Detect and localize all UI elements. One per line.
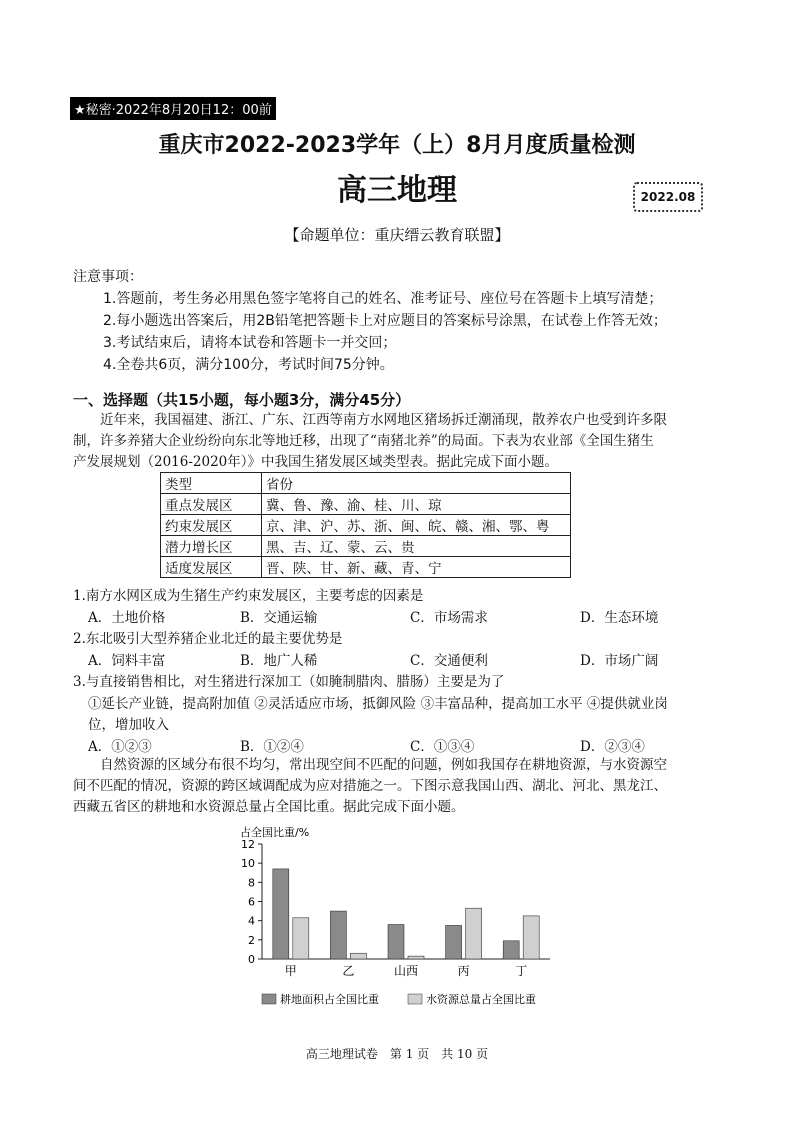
question-2-stem: 2.东北吸引大型养猪企业北迁的最主要优势是 (73, 631, 343, 647)
bar (523, 916, 539, 959)
passage-1 (73, 410, 733, 473)
bar (273, 869, 289, 959)
y-tick-label: 0 (248, 953, 255, 966)
y-tick-label: 10 (241, 857, 255, 871)
bar (446, 925, 462, 959)
option-b[interactable]: B．地广人稀 (240, 653, 318, 669)
table-cell: 晋、陕、甘、新、藏、青、宁 (262, 557, 571, 578)
table-row (161, 494, 571, 515)
passage-line: 产发展规划（2016-2020年）》中我国生猪发展区域类型表。据此完成下面小题。 (73, 454, 559, 470)
y-tick-label: 8 (248, 876, 255, 890)
bar (330, 911, 346, 959)
table-header-cell: 省份 (262, 473, 571, 494)
y-tick-label: 2 (248, 933, 255, 947)
x-tick-label: 甲 (284, 964, 297, 978)
table-row (161, 536, 571, 557)
option-b[interactable]: B．交通运输 (240, 610, 318, 626)
legend-swatch-water (408, 994, 422, 1004)
y-tick-label: 12 (241, 838, 255, 851)
option-b[interactable]: B．①②④ (240, 739, 304, 755)
table-cell: 黑、吉、辽、蒙、云、贵 (262, 536, 571, 557)
table-header-cell: 类型 (161, 473, 262, 494)
notice-item: 4.全卷共6页，满分100分，考试时间75分钟。 (103, 357, 394, 373)
question-3-stem: 3.与直接销售相比，对生猪进行深加工（如腌制腊肉、腊肠）主要是为了 (73, 674, 505, 690)
bar (503, 941, 519, 959)
x-tick-label: 山西 (393, 964, 419, 978)
legend-label-water: 水资源总量占全国比重 (426, 993, 536, 1006)
table-cell: 冀、鲁、豫、渝、桂、川、琼 (262, 494, 571, 515)
y-tick-label: 6 (248, 895, 255, 909)
bar (388, 925, 404, 960)
option-d[interactable]: D．②③④ (580, 739, 645, 755)
option-c[interactable]: C．①③④ (410, 739, 475, 755)
legend-label-cropland: 耕地面积占全国比重 (280, 993, 379, 1006)
bar (408, 956, 424, 959)
bar (466, 908, 482, 959)
option-c[interactable]: C．市场需求 (410, 610, 488, 626)
option-a[interactable]: A．土地价格 (88, 610, 166, 626)
passage-line: 西藏五省区的耕地和水资源总量占全国比重。据此完成下面小题。 (73, 799, 465, 815)
passage-line: 自然资源的区域分布很不均匀，常出现空间不匹配的问题，例如我国存在耕地资源，与水资源空 (100, 757, 667, 773)
notice-item: 2.每小题选出答案后，用2B铅笔把答题卡上对应题目的答案标号涂黑，在试卷上作答无效； (103, 313, 667, 329)
passage-line: 间不匹配的情况，资源的跨区域调配成为应对措施之一。下图示意我国山西、湖北、河北、黑龙江、 (73, 778, 667, 794)
x-tick-label: 丁 (515, 964, 528, 978)
option-a[interactable]: A．①②③ (88, 739, 152, 755)
passage-2 (73, 755, 733, 818)
date-badge: 2022.08 (633, 182, 703, 212)
section-heading: 一、选择题（共15小题，每小题3分，满分45分） (73, 391, 411, 409)
option-d[interactable]: D．生态环境 (580, 610, 659, 626)
option-d[interactable]: D．市场广阔 (580, 653, 659, 669)
table-header-row (161, 473, 571, 494)
table-row (161, 515, 571, 536)
passage-line: 近年来，我国福建、浙江、广东、江西等南方水网地区猪场拆迁潮涌现，散养农户也受到许多限 (100, 412, 667, 428)
table-cell: 京、津、沪、苏、浙、闽、皖、赣、湘、鄂、粤 (262, 515, 571, 536)
passage-line: 制，许多养猪大企业纷纷向东北等地迁移，出现了“南猪北养”的局面。下表为农业部《全国生猪生 (73, 433, 654, 449)
x-tick-label: 丙 (457, 964, 470, 978)
y-axis-label: 占全国比重/% (240, 826, 310, 839)
table-cell: 潜力增长区 (161, 536, 262, 557)
confidential-label: ★秘密·2022年8月20日12：00前 (70, 97, 276, 120)
subject-title: 高三地理 (337, 173, 457, 208)
x-tick-label: 乙 (342, 964, 355, 978)
resource-bar-chart (200, 822, 600, 1017)
question-1-stem: 1.南方水网区成为生猪生产约束发展区，主要考虑的因素是 (73, 588, 424, 604)
pig-region-table (160, 472, 571, 578)
y-tick-label: 4 (248, 914, 255, 928)
option-c[interactable]: C．交通便利 (410, 653, 488, 669)
bar (350, 953, 366, 959)
author-unit: 【命题单位：重庆缙云教育联盟】 (284, 226, 510, 244)
notice-title: 注意事项： (73, 269, 143, 285)
table-cell: 重点发展区 (161, 494, 262, 515)
page-footer: 高三地理试卷 第 1 页 共 10 页 (305, 1047, 489, 1061)
table-row (161, 557, 571, 578)
exam-title: 重庆市2022-2023学年（上）8月月度质量检测 (158, 133, 636, 158)
option-a[interactable]: A．饲料丰富 (88, 653, 166, 669)
table-cell: 适度发展区 (161, 557, 262, 578)
legend-swatch-cropland (262, 994, 276, 1004)
bar (293, 918, 309, 959)
table-cell: 约束发展区 (161, 515, 262, 536)
notice-item: 3.考试结束后，请将本试卷和答题卡一并交回； (103, 335, 397, 351)
question-3-choices-cont: 位，增加收入 (88, 717, 169, 733)
question-3-choices: ①延长产业链，提高附加值 ②灵活适应市场，抵御风险 ③丰富品种，提高加工水平 ④提供就业岗 (88, 696, 668, 712)
notice-item: 1.答题前，考生务必用黑色签字笔将自己的姓名、准考证号、座位号在答题卡上填写清楚； (103, 291, 663, 307)
